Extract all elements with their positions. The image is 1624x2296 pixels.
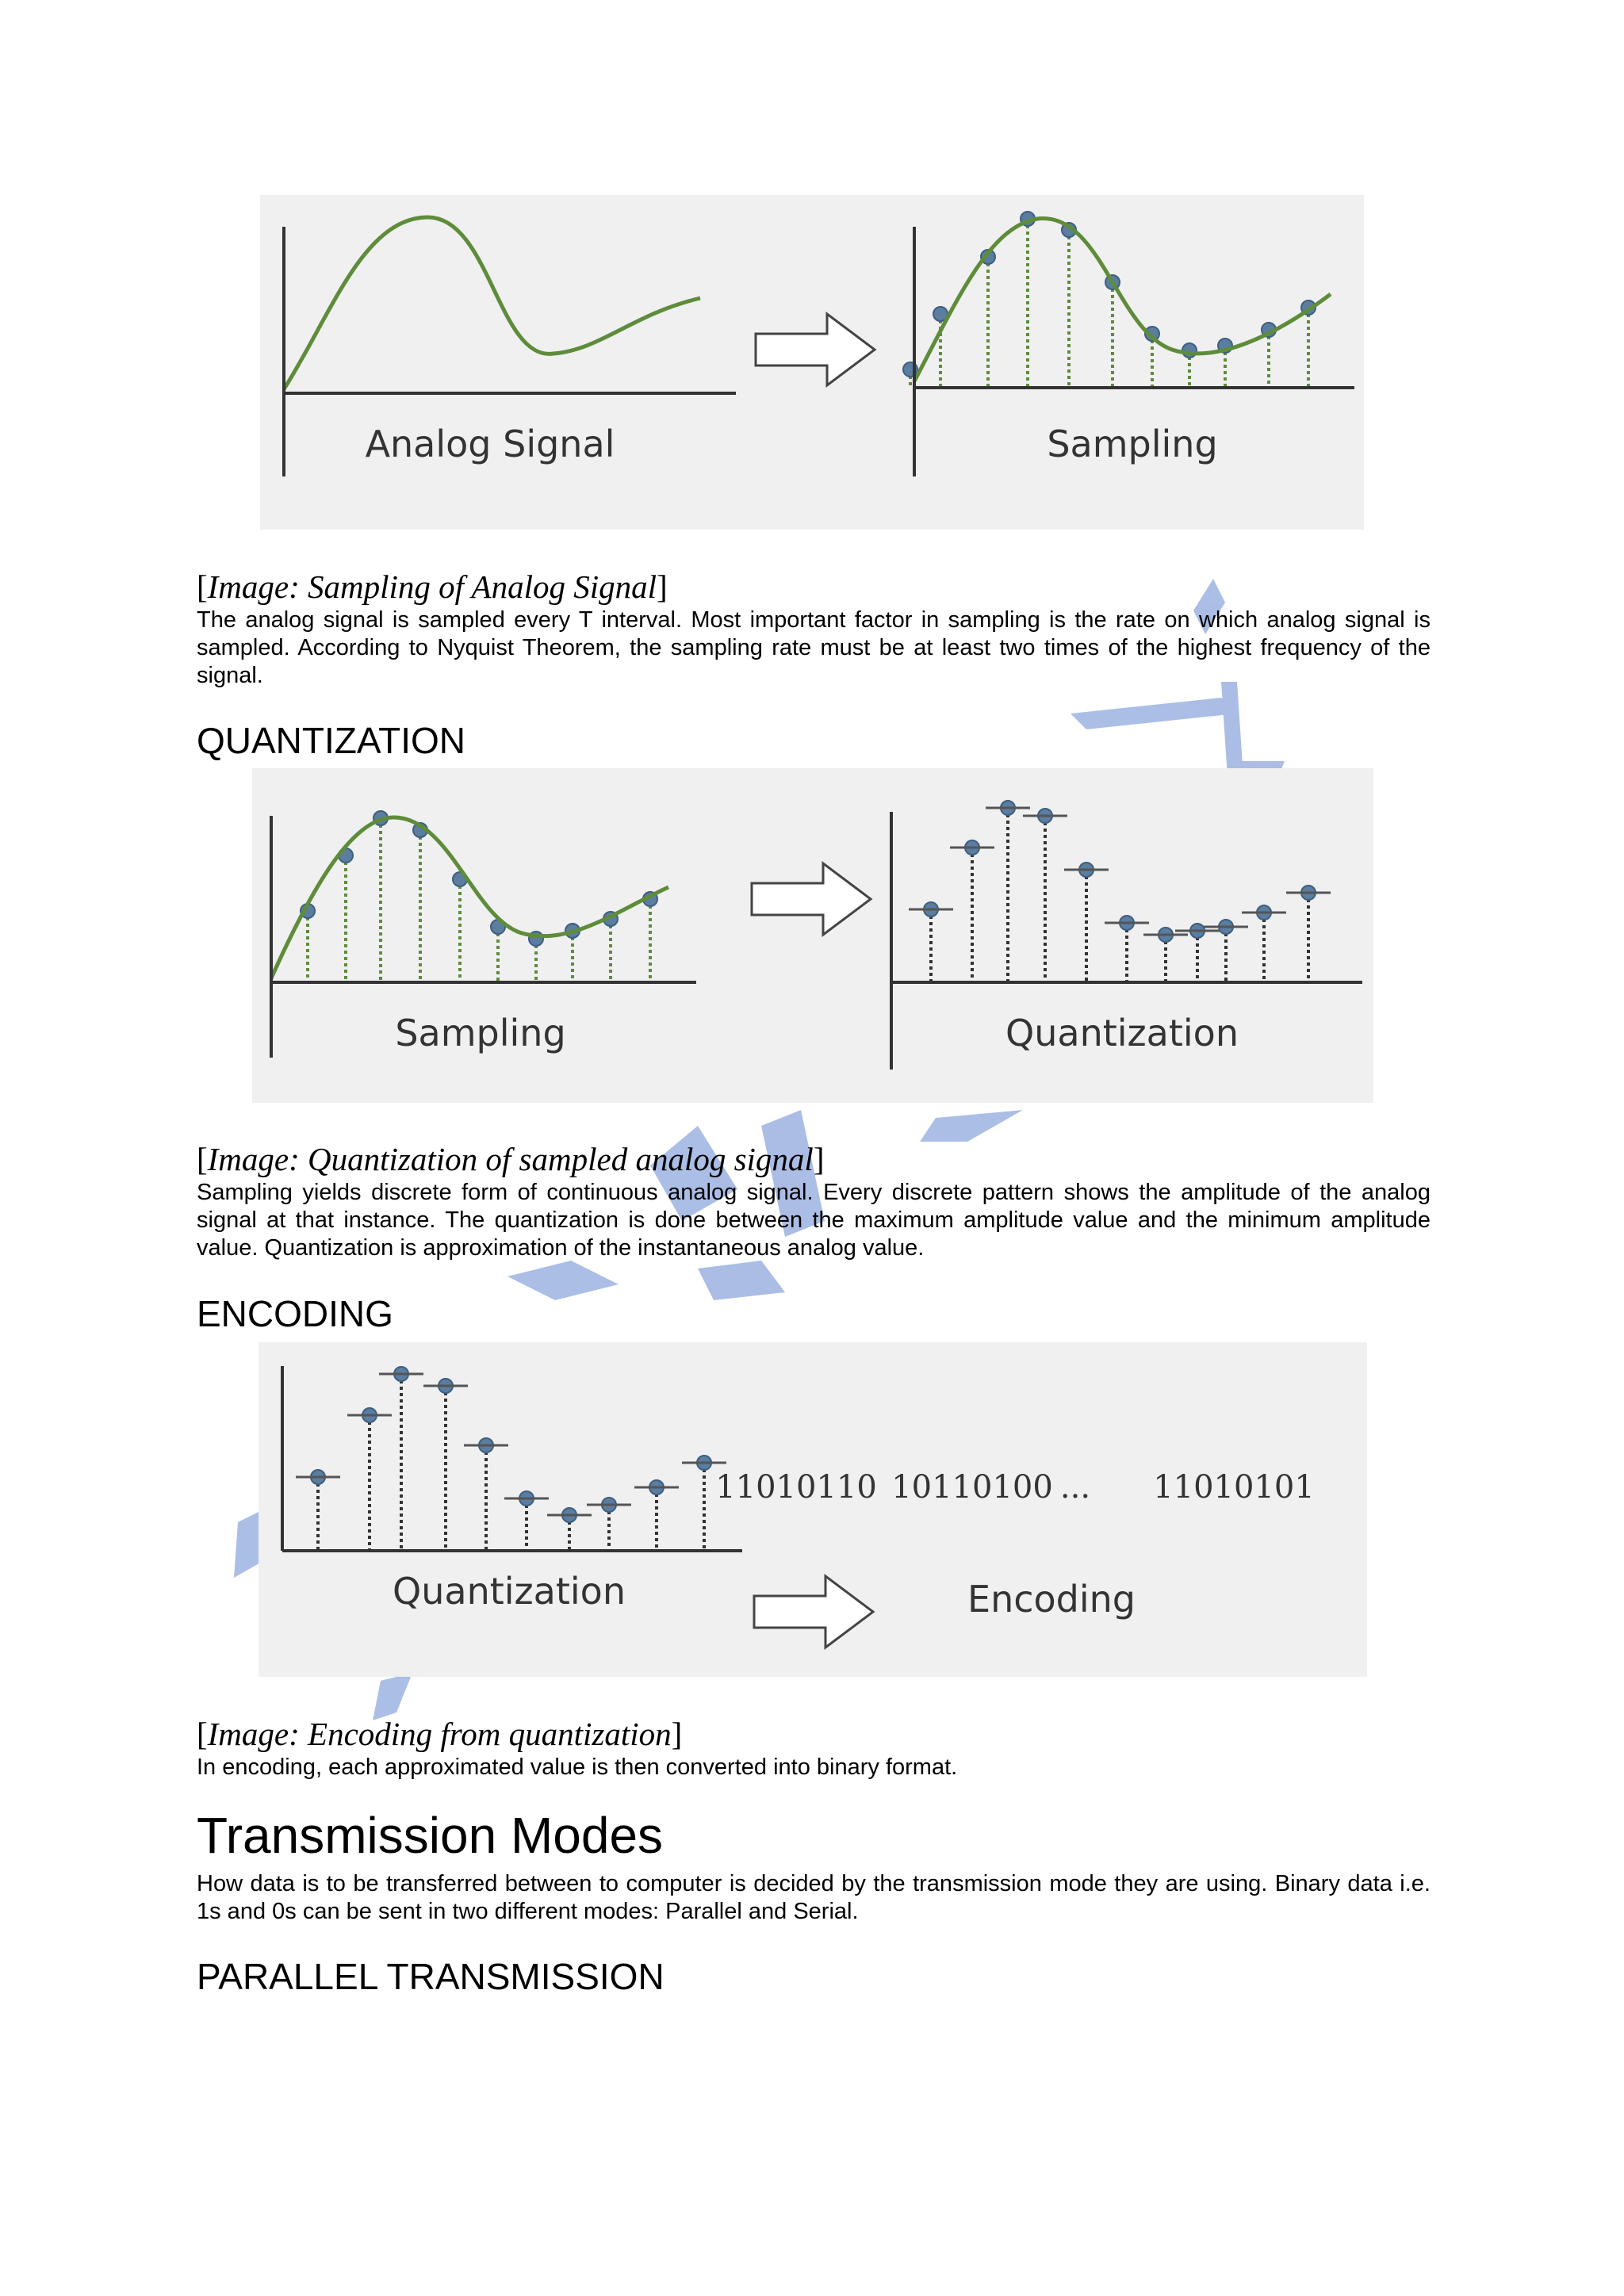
- paragraph-transmission-modes: How data is to be transferred between to computer is decided by the transmission mode they are using. Binary data i.e. 1s and 0s can be sent in two different modes: Parallel and Serial.: [197, 1871, 1431, 1924]
- figure-sampling: [260, 195, 1364, 530]
- code-1: 11010110: [715, 1469, 877, 1506]
- figure-quantization: [252, 768, 1373, 1103]
- figure-encoding: [259, 1342, 1367, 1677]
- fig2-arrow: [752, 863, 871, 935]
- paragraph-quantization: Sampling yields discrete form of continuous analog signal. Every discrete pattern shows the amplitude of the analog signal at that instance. The quantization is done between the maximum amplitude value and the minimum amplitude value. Quantization is approximation of the instantaneous analog value.: [197, 1180, 1431, 1261]
- fig2-curve: [271, 817, 668, 978]
- fig3-left-label: Quantization: [393, 1570, 626, 1613]
- heading-quantization: QUANTIZATION: [197, 720, 466, 761]
- code-2: 10110100: [891, 1469, 1053, 1506]
- fig1-analog-curve: [284, 217, 700, 389]
- caption-encoding: [Image: Encoding from quantization]: [197, 1716, 683, 1752]
- fig1-right-label: Sampling: [1047, 423, 1218, 465]
- fig3-arrow: [754, 1576, 873, 1647]
- paragraph-sampling: The analog signal is sampled every T interval. Most important factor in sampling is the rate on which analog signal is sampled. According to Nyquist Theorem, the sampling rate must be at least two times of the highest frequency of the signal.: [197, 607, 1431, 688]
- fig1-left-label: Analog Signal: [365, 423, 615, 465]
- heading-transmission-modes: Transmission Modes: [197, 1807, 664, 1864]
- fig1-arrow: [756, 314, 875, 385]
- fig2-left-label: Sampling: [395, 1012, 566, 1054]
- code-3: 11010101: [1153, 1469, 1315, 1506]
- code-ellipsis: ...: [1059, 1469, 1091, 1506]
- paragraph-encoding: In encoding, each approximated value is then converted into binary format.: [197, 1755, 958, 1780]
- fig3-right-label: Encoding: [967, 1578, 1136, 1621]
- heading-parallel-transmission: PARALLEL TRANSMISSION: [197, 1956, 665, 1997]
- caption-sampling: [Image: Sampling of Analog Signal]: [197, 568, 668, 605]
- fig2-right-label: Quantization: [1005, 1012, 1239, 1054]
- heading-encoding: ENCODING: [197, 1293, 393, 1334]
- caption-quantization: [Image: Quantization of sampled analog signal]: [197, 1141, 825, 1177]
